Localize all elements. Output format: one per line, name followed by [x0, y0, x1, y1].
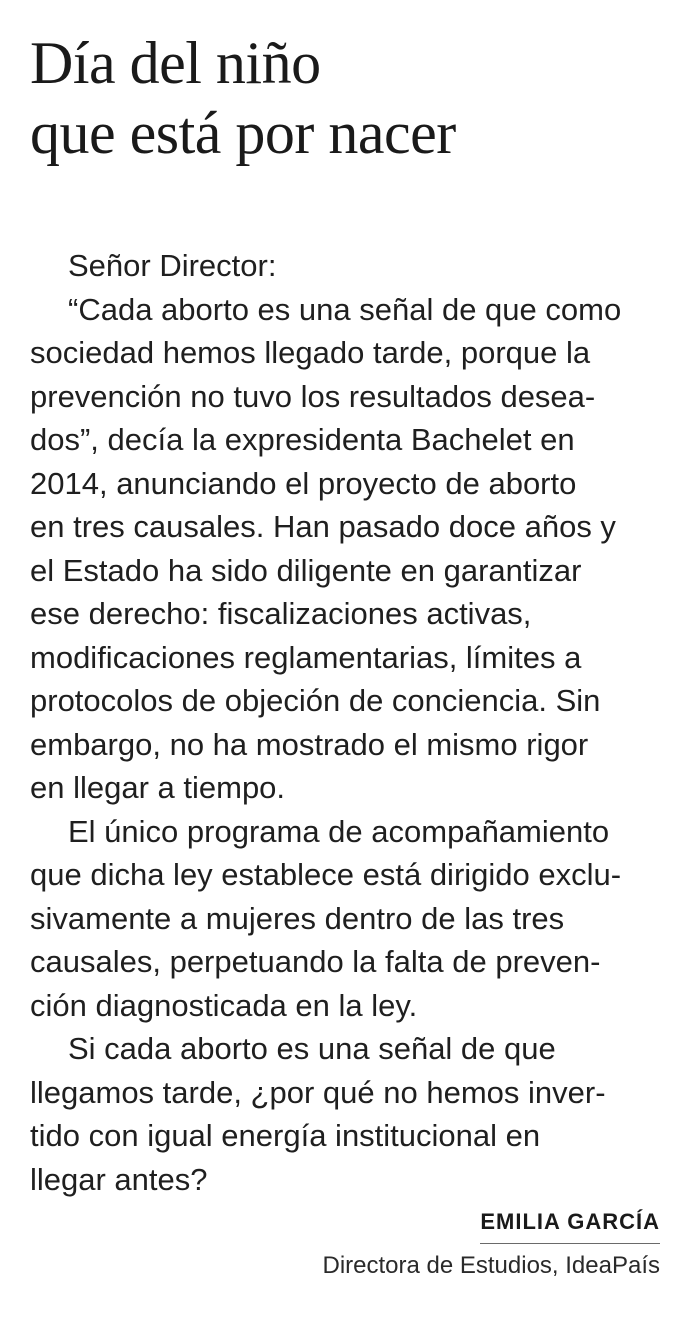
- paragraph-2: [30, 810, 660, 1028]
- text-line: sociedad hemos llegado tarde, porque la: [30, 335, 591, 370]
- text-line: “Cada aborto es una señal de que como: [68, 291, 622, 327]
- text-line: sivamente a mujeres dentro de las tres: [30, 900, 565, 936]
- text-line: llegar antes?: [30, 1161, 208, 1197]
- text-line: 2014, anunciando el proyecto de aborto: [30, 465, 577, 501]
- author-name: EMILIA GARCÍA: [480, 1207, 660, 1244]
- text-line: dos”, decía la expresidenta Bachelet en: [30, 422, 575, 457]
- text-line: modificaciones reglamentarias, límites a: [30, 639, 582, 675]
- text-line: en tres causales. Han pasado doce años y: [30, 509, 616, 544]
- salutation: Señor Director:: [68, 248, 277, 283]
- author-role: Directora de Estudios, IdeaPaís: [322, 1252, 660, 1279]
- text-line: protocolos de objeción de conciencia. Sin: [30, 683, 601, 718]
- text-line: El único programa de acompañamiento: [68, 813, 610, 849]
- text-line: embargo, no ha mostrado el mismo rigor: [30, 726, 589, 762]
- signature-block: [30, 1207, 660, 1284]
- text-line: llegamos tarde, ¿por qué no hemos inver-: [30, 1074, 606, 1110]
- text-line: tido con igual energía institucional en: [30, 1118, 541, 1153]
- paragraph-1: [30, 288, 660, 810]
- article-body: [30, 244, 660, 1201]
- text-line: causales, perpetuando la falta de preven-: [30, 944, 601, 979]
- letter-to-editor: [30, 28, 660, 1284]
- text-line: el Estado ha sido diligente en garantizar: [30, 552, 582, 588]
- text-line: Si cada aborto es una señal de que: [68, 1031, 556, 1066]
- title-line: que está por nacer: [30, 100, 456, 166]
- text-line: en llegar a tiempo.: [30, 770, 286, 805]
- text-line: que dicha ley establece está dirigido exclu-: [30, 857, 622, 892]
- title-line: Día del niño: [30, 30, 321, 96]
- text-line: ción diagnosticada en la ley.: [30, 987, 418, 1023]
- text-line: prevención no tuvo los resultados desea-: [30, 378, 596, 414]
- paragraph-3: [30, 1027, 660, 1201]
- article-title: [30, 28, 660, 168]
- text-line: ese derecho: fiscalizaciones activas,: [30, 596, 532, 631]
